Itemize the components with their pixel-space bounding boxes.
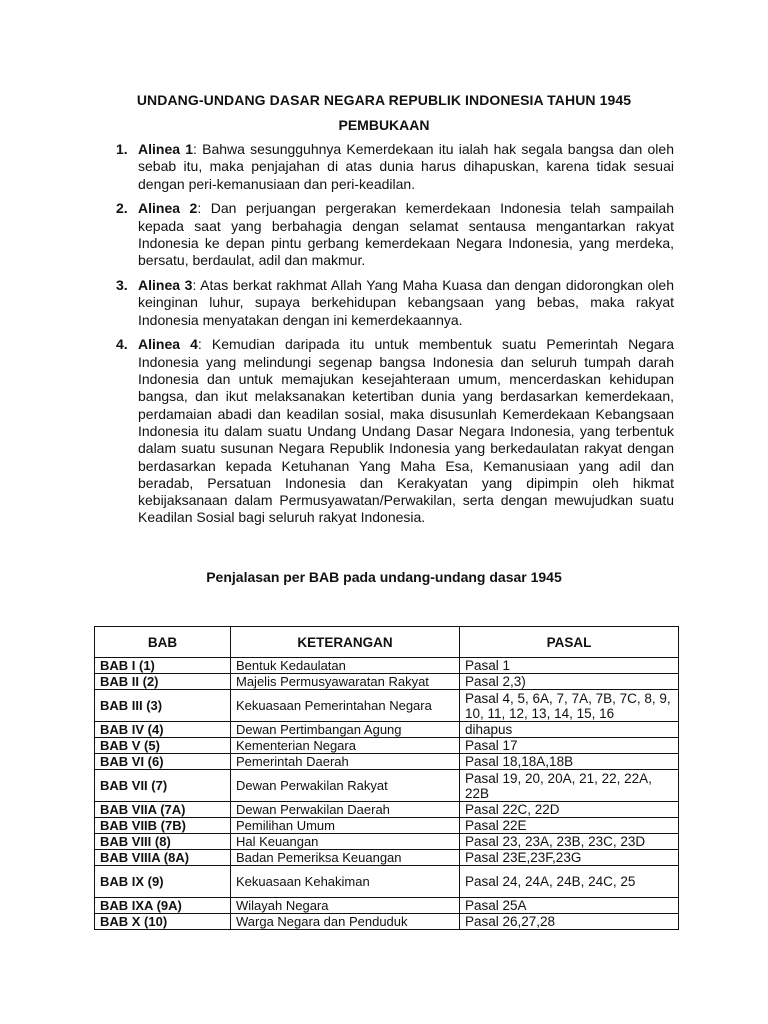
table-row (95, 722, 679, 738)
cell-bab: BAB VII (7) (95, 770, 231, 802)
cell-keterangan: Kekuasaan Pemerintahan Negara (231, 690, 460, 722)
cell-pasal: Pasal 22C, 22D (460, 802, 679, 818)
cell-bab: BAB VIIIA (8A) (95, 850, 231, 866)
alinea-text: : Bahwa sesungguhnya Kemerdekaan itu ialah hak segala bangsa dan oleh sebab itu, maka penjajahan di atas dunia harus dihapuskan, karena tidak sesuai dengan peri-kemanusiaan dan peri-keadilan. (138, 141, 674, 192)
cell-bab: BAB IXA (9A) (95, 898, 231, 914)
alinea-label: Alinea 4 (138, 336, 198, 353)
alinea-item (116, 277, 674, 329)
alinea-label: Alinea 1 (138, 141, 194, 157)
table-row (95, 674, 679, 690)
cell-pasal: Pasal 25A (460, 898, 679, 914)
cell-bab: BAB V (5) (95, 738, 231, 754)
alinea-item (116, 200, 674, 269)
alinea-number: 2. (116, 200, 128, 217)
cell-pasal: Pasal 26,27,28 (460, 914, 679, 930)
table-row (95, 818, 679, 834)
alinea-number: 4. (116, 336, 128, 353)
cell-bab: BAB II (2) (95, 674, 231, 690)
cell-bab: BAB VIIA (7A) (95, 802, 231, 818)
alinea-item (116, 141, 674, 193)
cell-pasal: Pasal 18,18A,18B (460, 754, 679, 770)
cell-keterangan: Kementerian Negara (231, 738, 460, 754)
alinea-label: Alinea 3 (138, 277, 193, 294)
table-row (95, 754, 679, 770)
cell-pasal: Pasal 17 (460, 738, 679, 754)
cell-keterangan: Pemilihan Umum (231, 818, 460, 834)
table-row (95, 738, 679, 754)
cell-keterangan: Bentuk Kedaulatan (231, 658, 460, 674)
cell-bab: BAB VIIB (7B) (95, 818, 231, 834)
table-row (95, 770, 679, 802)
cell-pasal: Pasal 1 (460, 658, 679, 674)
alinea-label: Alinea 2 (138, 200, 198, 217)
cell-bab: BAB X (10) (95, 914, 231, 930)
cell-keterangan: Kekuasaan Kehakiman (231, 866, 460, 898)
cell-bab: BAB VI (6) (95, 754, 231, 770)
cell-keterangan: Dewan Perwakilan Daerah (231, 802, 460, 818)
cell-pasal: dihapus (460, 722, 679, 738)
cell-keterangan: Wilayah Negara (231, 898, 460, 914)
cell-pasal: Pasal 23, 23A, 23B, 23C, 23D (460, 834, 679, 850)
cell-bab: BAB IX (9) (95, 866, 231, 898)
table-row (95, 898, 679, 914)
cell-bab: BAB IV (4) (95, 722, 231, 738)
alinea-text: : Dan perjuangan pergerakan kemerdekaan Indonesia telah sampailah kepada saat yang berbahagia dengan selamat sentausa mengantarkan rakyat Indonesia ke depan pintu gerbang kemerdekaan Negara Indonesia, yang merdeka, bersatu, berdaulat, adil dan makmur. (138, 200, 674, 269)
table-row (95, 658, 679, 674)
table-heading: Penjalasan per BAB pada undang-undang dasar 1945 (206, 569, 562, 585)
cell-keterangan: Dewan Perwakilan Rakyat (231, 770, 460, 802)
table-row (95, 850, 679, 866)
bab-table-body (95, 658, 679, 930)
table-row (95, 866, 679, 898)
alinea-number: 1. (116, 141, 128, 157)
bab-table (94, 626, 679, 930)
cell-pasal: Pasal 22E (460, 818, 679, 834)
table-row (95, 914, 679, 930)
alinea-text: : Atas berkat rakhmat Allah Yang Maha Kuasa dan dengan didorongkan oleh keinginan luhur, supaya berkehidupan kebangsaan yang bebas, maka rakyat Indonesia menyatakan dengan ini kemerdekaannya. (138, 277, 674, 328)
alinea-list (116, 141, 674, 534)
alinea-number: 3. (116, 277, 128, 294)
table-row (95, 690, 679, 722)
cell-keterangan: Pemerintah Daerah (231, 754, 460, 770)
cell-keterangan: Dewan Pertimbangan Agung (231, 722, 460, 738)
cell-keterangan: Majelis Permusyawaratan Rakyat (231, 674, 460, 690)
cell-pasal: Pasal 4, 5, 6A, 7, 7A, 7B, 7C, 8, 9, 10, 11, 12, 13, 14, 15, 16 (460, 690, 679, 722)
table-row (95, 802, 679, 818)
cell-pasal: Pasal 23E,23F,23G (460, 850, 679, 866)
header-keterangan: KETERANGAN (231, 627, 460, 658)
header-bab: BAB (95, 627, 231, 658)
cell-keterangan: Hal Keuangan (231, 834, 460, 850)
document-subtitle: PEMBUKAAN (338, 117, 430, 133)
cell-keterangan: Badan Pemeriksa Keuangan (231, 850, 460, 866)
cell-pasal: Pasal 2,3) (460, 674, 679, 690)
cell-bab: BAB I (1) (95, 658, 231, 674)
cell-pasal: Pasal 24, 24A, 24B, 24C, 25 (460, 866, 679, 898)
cell-pasal: Pasal 19, 20, 20A, 21, 22, 22A, 22B (460, 770, 679, 802)
alinea-text: : Kemudian daripada itu untuk membentuk suatu Pemerintah Negara Indonesia yang melindungi segenap bangsa Indonesia dan seluruh tumpah darah Indonesia dan untuk memajukan kesejahteraan umum, mencerdaskan kehidupan bangsa, dan ikut melaksanakan ketertiban dunia yang berdasarkan kemerdekaan, perdamaian abadi dan keadilan sosial, maka disusunlah Kemerdekaan Kebangsaan Indonesia itu dalam suatu Undang Undang Dasar Negara Indonesia, yang terbentuk dalam suatu susunan Negara Republik Indonesia yang berkedaulatan rakyat dengan berdasarkan kepada Ketuhanan Yang Maha Esa, Kemanusiaan yang adil dan beradab, Persatuan Indonesia dan Kerakyatan yang dipimpin oleh hikmat kebijaksanaan dalam Permusyawatan/Perwakilan, serta dengan mewujudkan suatu Keadilan Sosial bagi seluruh rakyat Indonesia. (138, 336, 674, 526)
alinea-item (116, 336, 674, 526)
bab-table-header-row (95, 627, 679, 658)
cell-keterangan: Warga Negara dan Penduduk (231, 914, 460, 930)
document-title: UNDANG-UNDANG DASAR NEGARA REPUBLIK INDONESIA TAHUN 1945 (136, 92, 632, 108)
header-pasal: PASAL (460, 627, 679, 658)
bab-table-head (95, 627, 679, 658)
cell-bab: BAB III (3) (95, 690, 231, 722)
table-row (95, 834, 679, 850)
cell-bab: BAB VIII (8) (95, 834, 231, 850)
